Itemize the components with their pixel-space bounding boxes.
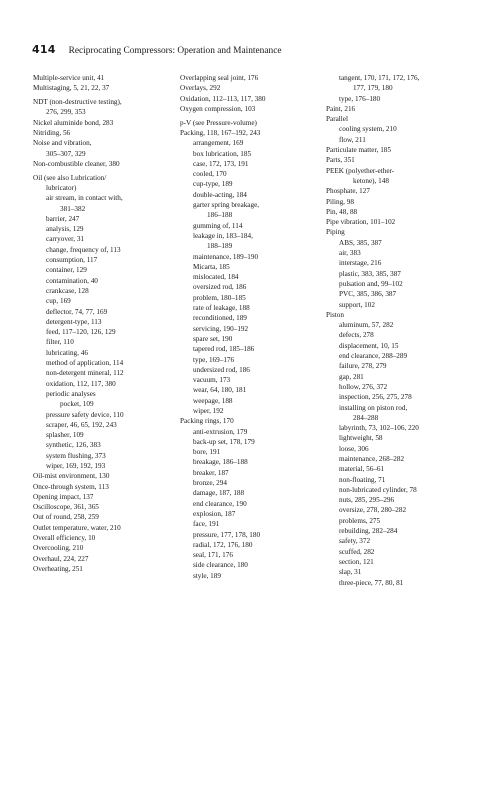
index-subentry: safety, 372 (339, 537, 371, 546)
index-entry: Parts, 351 (326, 156, 355, 165)
index-subentry: three-piece, 77, 80, 81 (339, 578, 404, 587)
index-entry: Opening impact, 137 (33, 492, 94, 501)
index-subentry: aluminum, 57, 282 (339, 321, 394, 330)
index-subentry: defects, 278 (339, 331, 374, 340)
index-subentry: crankcase, 128 (46, 286, 89, 295)
index-subentry: PVC, 385, 386, 387 (339, 290, 397, 299)
index-subentry: non-detergent mineral, 112 (46, 369, 124, 378)
index-subentry: vacuum, 173 (193, 376, 231, 385)
index-subentry: container, 129 (46, 266, 87, 275)
index-entry: Multistaging, 5, 21, 22, 37 (33, 84, 110, 93)
index-subentry: style, 189 (193, 571, 221, 580)
index-subentry: material, 56–61 (339, 465, 385, 474)
index-subentry: bore, 191 (193, 448, 221, 457)
index-subentry: oxidation, 112, 117, 380 (46, 379, 116, 388)
index-subentry: leakage in, 183–184, (193, 231, 253, 240)
index-subentry: case, 172, 173, 191 (193, 159, 249, 168)
index-entry: Once-through system, 113 (33, 482, 109, 491)
page-number: 414 (32, 43, 56, 56)
index-entry: PEEK (polyether-ether- (326, 166, 395, 175)
index-entry: Out of round, 258, 259 (33, 513, 99, 522)
index-subentry: spare set, 190 (193, 334, 233, 343)
index-subentry: filter, 110 (46, 338, 74, 347)
index-entry: Piling, 98 (326, 197, 354, 206)
index-entry: Oil (see also Lubrication/ (33, 173, 107, 182)
index-subentry: end clearance, 190 (193, 499, 247, 508)
index-subentry: nuts, 285, 295–296 (339, 496, 395, 505)
index-subentry: 186–188 (207, 211, 233, 220)
index-subentry: air stream, in contact with, (46, 194, 123, 203)
index-subentry: type, 169–176 (193, 355, 235, 364)
index-subentry: 177, 179, 180 (353, 84, 393, 93)
index-subentry: consumption, 117 (46, 256, 98, 265)
index-subentry: tapered rod, 185–186 (193, 345, 255, 354)
index-subentry: gap, 281 (339, 372, 364, 381)
index-entry: Overcooling, 210 (33, 544, 84, 553)
index-subentry: radial, 172, 176, 180 (193, 540, 253, 549)
index-subentry: scraper, 46, 65, 192, 243 (46, 420, 117, 429)
index-entry: Oil-mist environment, 130 (33, 472, 110, 481)
index-subentry: rate of leakage, 188 (193, 304, 250, 313)
index-subentry: end clearance, 288–289 (339, 352, 408, 361)
index-subentry: double-acting, 184 (193, 190, 247, 199)
index-entry: p-V (see Pressure-volume) (180, 118, 257, 127)
index-entry: Paint, 216 (326, 104, 356, 113)
index-subentry: bronze, 294 (193, 479, 227, 488)
index-subentry: lubricator) (46, 183, 77, 192)
index-subentry: system flushing, 373 (46, 451, 106, 460)
index-subentry: oversize, 278, 280–282 (339, 506, 407, 515)
index-subentry: pressure safety device, 110 (46, 410, 124, 419)
index-subentry: 276, 299, 353 (46, 108, 86, 117)
index-subentry: face, 191 (193, 520, 220, 529)
index-subentry: change, frequency of, 113 (46, 245, 121, 254)
index-subentry: pulsation and, 99–102 (339, 279, 403, 288)
index-entry: Phosphate, 127 (326, 187, 370, 196)
index-subentry: problem, 180–185 (193, 293, 246, 302)
index-subentry: oversized rod, 186 (193, 283, 247, 292)
index-subentry: installing on piston rod, (339, 403, 408, 412)
index-subentry: back-up set, 178, 179 (193, 437, 255, 446)
index-entry: Parallel (326, 115, 348, 124)
index-subentry: problems, 275 (339, 516, 381, 525)
index-subentry: labyrinth, 73, 102–106, 220 (339, 424, 419, 433)
index-subentry: weepage, 188 (193, 396, 233, 405)
index-subentry: 381–382 (60, 204, 86, 213)
index-subentry: 188–189 (207, 242, 233, 251)
index-subentry: gumming of, 114 (193, 221, 243, 230)
index-subentry: plastic, 383, 385, 387 (339, 269, 401, 278)
index-subentry: support, 102 (339, 300, 375, 309)
index-entry: Nickel aluminide bond, 283 (33, 118, 114, 127)
index-subentry: garter spring breakage, (193, 201, 260, 210)
index-subentry: mislocated, 184 (193, 273, 239, 282)
index-subentry: lubricating, 46 (46, 348, 88, 357)
index-entry: Particulate matter, 185 (326, 146, 391, 155)
index-subentry: cup-type, 189 (193, 180, 233, 189)
index-entry: Nitriding, 56 (33, 128, 71, 137)
index-entry: Oscilloscope, 361, 365 (33, 503, 99, 512)
index-entry: Overlapping seal joint, 176 (180, 74, 259, 82)
index-subentry: pressure, 177, 178, 180 (193, 530, 261, 539)
index-entry: Overheating, 251 (33, 564, 83, 573)
index-entry: Non-combustible cleaner, 380 (33, 159, 120, 168)
index-entry: Overlays, 292 (180, 84, 221, 93)
index-subentry: cup, 169 (46, 297, 71, 306)
index-entry: Pin, 48, 88 (326, 207, 358, 216)
index-subentry: method of application, 114 (46, 359, 124, 368)
index-subentry: feed, 117–120, 126, 129 (46, 328, 116, 337)
index-subentry: maintenance, 189–190 (193, 252, 259, 261)
index-entry: Oxygen compression, 103 (180, 104, 256, 113)
index-subentry: synthetic, 126, 383 (46, 441, 101, 450)
index-subentry: rebuilding, 282–284 (339, 527, 398, 536)
index-subentry: Micarta, 185 (193, 262, 230, 271)
index-subentry: seal, 171, 176 (193, 551, 233, 560)
index-subentry: cooled, 170 (193, 170, 227, 179)
index-subentry: detergent-type, 113 (46, 317, 102, 326)
index-subentry: loose, 306 (339, 444, 369, 453)
index-entry: Packing rings, 170 (180, 417, 234, 426)
index-entry: Piston (326, 310, 344, 319)
index-subentry: type, 176–180 (339, 94, 381, 103)
index-subentry: explosion, 187 (193, 509, 236, 518)
index-subentry: servicing, 190–192 (193, 324, 249, 333)
running-title: Reciprocating Compressors: Operation and Maintenance (68, 46, 282, 56)
index-column-1 (33, 73, 175, 574)
index-subentry: deflector, 74, 77, 169 (46, 307, 108, 316)
index-entry: Pipe vibration, 101–102 (326, 218, 396, 227)
index-subentry: wiper, 192 (193, 407, 224, 415)
index-subentry: flow, 211 (339, 135, 366, 144)
index-subentry: non-lubricated cylinder, 78 (339, 485, 417, 494)
index-subentry: damage, 187, 188 (193, 489, 245, 498)
index-subentry: reconditioned, 189 (193, 314, 247, 323)
index-subentry: 284–288 (353, 413, 379, 422)
index-subentry: non-floating, 71 (339, 475, 386, 484)
index-entry: NDT (non-destructive testing), (33, 98, 122, 107)
index-subentry: wiper, 169, 192, 193 (46, 461, 106, 470)
index-subentry: carryover, 31 (46, 235, 85, 244)
index-column-3 (326, 73, 468, 588)
index-subentry: 305–307, 329 (46, 149, 86, 158)
index-subentry: maintenance, 268–282 (339, 454, 405, 463)
index-subentry: anti-extrusion, 179 (193, 427, 248, 436)
index-subentry: periodic analyses (46, 389, 96, 398)
index-column-2 (180, 73, 322, 581)
index-subentry: air, 383 (339, 249, 361, 258)
index-subentry: ketone), 148 (353, 176, 389, 185)
index-subentry: cooling system, 210 (339, 125, 397, 134)
index-subentry: wear, 64, 180, 181 (193, 386, 247, 395)
index-subentry: splasher, 109 (46, 431, 84, 440)
index-subentry: arrangement, 169 (193, 139, 244, 148)
index-entry: Multiple-service unit, 41 (33, 74, 105, 82)
index-subentry: failure, 278, 279 (339, 362, 387, 371)
index-subentry: undersized rod, 186 (193, 365, 250, 374)
index-entry: Oxidation, 112–113, 117, 380 (180, 94, 266, 103)
index-subentry: analysis, 129 (46, 225, 84, 234)
index-subentry: lightweight, 58 (339, 434, 383, 443)
index-entry: Packing, 118, 167–192, 243 (180, 128, 261, 137)
index-subentry: contamination, 40 (46, 276, 98, 285)
running-header (32, 40, 462, 58)
index-entry: Overall efficiency, 10 (33, 534, 96, 543)
index-subentry: displacement, 10, 15 (339, 341, 399, 350)
index-entry: Overhaul, 224, 227 (33, 554, 89, 563)
index-subentry: box lubrication, 185 (193, 149, 252, 158)
index-subentry: pocket, 109 (60, 400, 94, 409)
index-subentry: interstage, 216 (339, 259, 382, 268)
index-subentry: breakage, 186–188 (193, 458, 248, 467)
index-entry: Piping (326, 228, 345, 237)
index-subentry: scuffed, 282 (339, 547, 375, 556)
index-subentry: hollow, 276, 372 (339, 382, 388, 391)
index-subentry: side clearance, 180 (193, 561, 248, 570)
index-subentry: section, 121 (339, 557, 374, 566)
index-subentry: slap, 31 (339, 568, 362, 577)
index-entry: Outlet temperature, water, 210 (33, 523, 121, 532)
index-subentry: tangent, 170, 171, 172, 176, (339, 74, 420, 82)
index-subentry: ABS, 385, 387 (339, 238, 382, 247)
index-subentry: barrier, 247 (46, 214, 80, 223)
index-subentry: inspection, 256, 275, 278 (339, 393, 412, 402)
index-entry: Noise and vibration, (33, 139, 92, 148)
index-subentry: breaker, 187 (193, 468, 229, 477)
